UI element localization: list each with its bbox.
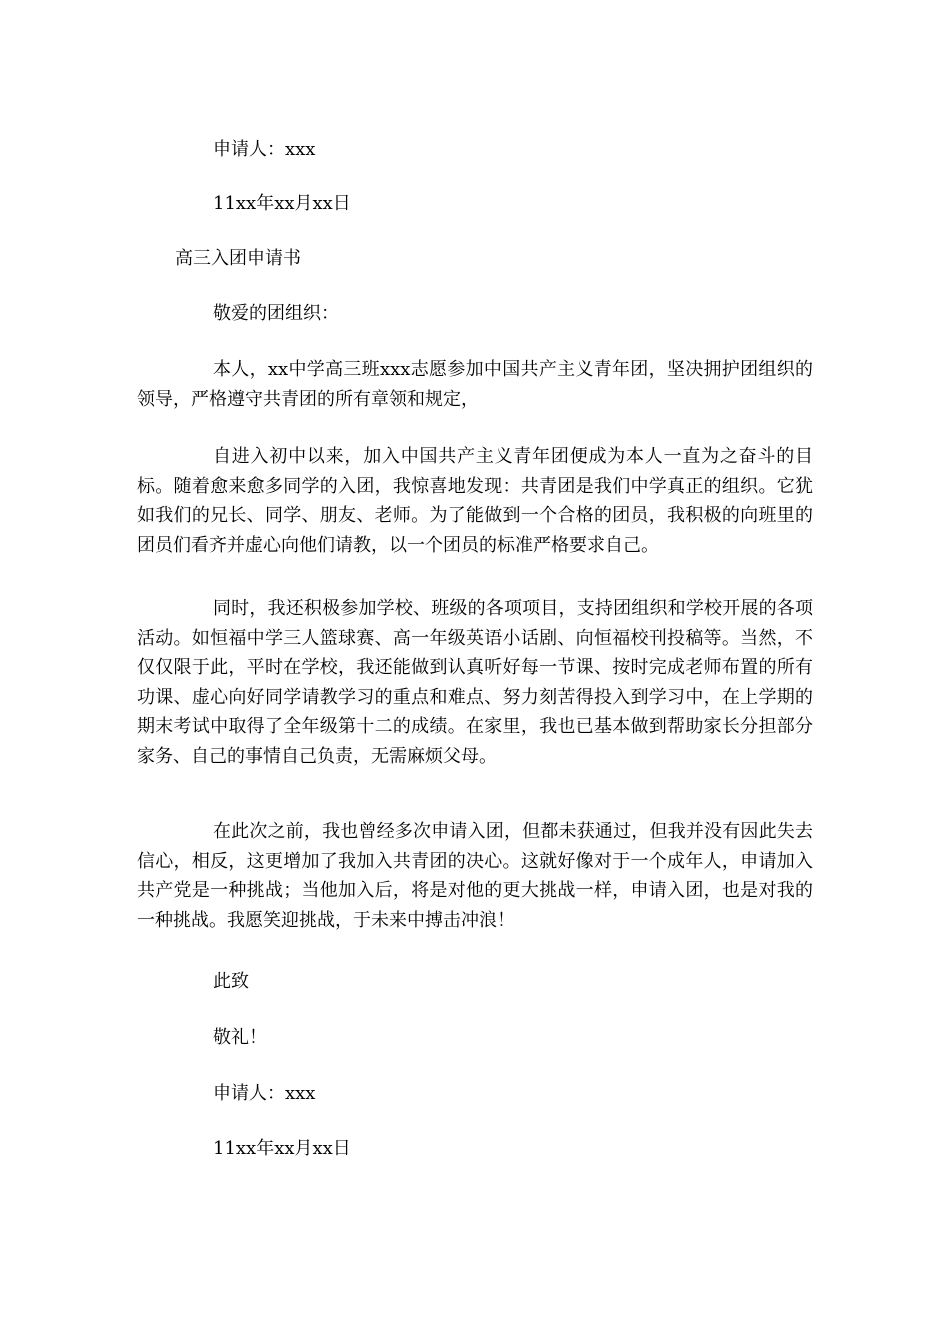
top-date-line: 11xx年xx月xx日	[213, 193, 351, 214]
top-applicant-line: 申请人：xxx	[213, 139, 316, 160]
bottom-date-line: 11xx年xx月xx日	[213, 1138, 351, 1159]
paragraph-2: 自进入初中以来，加入中国共产主义青年团便成为本人一直为之奋斗的目标。随着愈来愈多同学的入团，我惊喜地发现：共青团是我们中学真正的组织。它犹如我们的兄长、同学、朋友、老师。为了能做到一个合格的团员，我积极的向班里的团员们看齐并虚心向他们请教，以一个团员的标准严格要求自己。	[137, 446, 813, 556]
bottom-applicant-line: 申请人：xxx	[213, 1083, 316, 1104]
closing-jing-li: 敬礼！	[213, 1027, 267, 1048]
document-title: 高三入团申请书	[175, 248, 301, 269]
paragraph-1: 本人，xx中学高三班xxx志愿参加中国共产主义青年团，坚决拥护团组织的领导，严格遵守共青团的所有章领和规定，	[137, 359, 813, 410]
salutation: 敬爱的团组织：	[213, 303, 339, 324]
closing-ci-zhi: 此致	[213, 971, 249, 992]
paragraph-4: 在此次之前，我也曾经多次申请入团，但都未获通过，但我并没有因此失去信心，相反，这更增加了我加入共青团的决心。这就好像对于一个成年人，申请加入共产党是一种挑战；当他加入后，将是对他的更大挑战一样，申请入团，也是对我的一种挑战。我愿笑迎挑战，于未来中搏击冲浪！	[137, 821, 813, 931]
paragraph-3: 同时，我还积极参加学校、班级的各项项目，支持团组织和学校开展的各项活动。如恒福中学三人篮球赛、高一年级英语小话剧、向恒福校刊投稿等。当然，不仅仅限于此，平时在学校，我还能做到认真听好每一节课、按时完成老师布置的所有功课、虚心向好同学请教学习的重点和难点、努力刻苦得投入到学习中，在上学期的期末考试中取得了全年级第十二的成绩。在家里，我也已基本做到帮助家长分担部分家务、自己的事情自己负责，无需麻烦父母。	[137, 598, 813, 767]
